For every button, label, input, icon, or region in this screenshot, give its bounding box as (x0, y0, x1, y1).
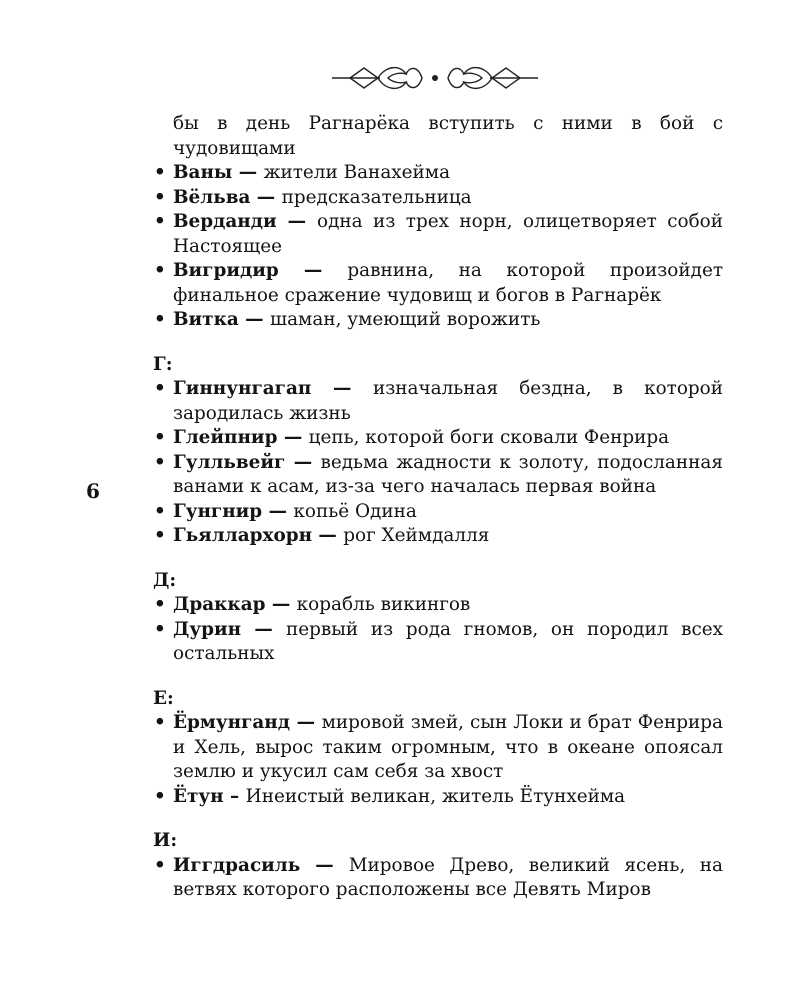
entry-definition: предсказательница (281, 186, 472, 208)
entry-definition: мировой змей, сын Локи и брат Фенрира и Хель, вырос таким огромным, что в океане опоясал землю и укусил сам себя за хвост (173, 712, 723, 782)
entry-dash: — (238, 309, 270, 330)
ornament-divider-icon (330, 60, 540, 96)
bullet-icon: • (154, 712, 166, 733)
entry-term: Витка (173, 309, 239, 330)
entry-definition: Мировое Древо, великий ясень, на ветвях которого расположены все Девять Миров (173, 854, 723, 900)
entry-dash: — (290, 712, 322, 733)
entry-term: Гунгнир (173, 500, 263, 522)
entry-term: Ёрмунганд (173, 712, 290, 733)
bullet-icon: • (154, 500, 166, 522)
entry-term: Верданди (173, 211, 277, 232)
section-title: Е: (153, 687, 174, 709)
entry-dash: — (312, 525, 344, 546)
bullet-icon: • (154, 785, 166, 807)
entry-term: Иггдрасиль (173, 854, 301, 876)
entry-term: Ваны (173, 162, 233, 183)
bullet-icon: • (154, 378, 166, 399)
entry-definition: шаман, умеющий ворожить (269, 309, 541, 330)
glossary-entry (153, 186, 723, 211)
glossary-entry (153, 618, 723, 667)
entry-dash: — (276, 211, 318, 232)
section-gap (153, 667, 723, 687)
glossary-entry (153, 500, 723, 525)
entry-definition: первый из рода гномов, он породил всех остальных (173, 618, 723, 664)
entry-term: Глейпнир (173, 427, 278, 448)
bullet-icon: • (154, 260, 166, 281)
glossary-entry (153, 259, 723, 308)
glossary-entry (153, 524, 723, 549)
section-title: Д: (153, 569, 177, 591)
entry-dash: — (265, 594, 297, 615)
entry-dash: — (241, 618, 286, 640)
continuation-text: бы в день Рагнарёка вступить с ними в бой с чудовищами (173, 113, 723, 159)
bullet-icon: • (154, 451, 166, 473)
bullet-icon: • (154, 525, 166, 546)
bullet-icon: • (154, 618, 166, 640)
glossary-entry (153, 711, 723, 785)
glossary-entry (153, 377, 723, 426)
entry-dash: – (223, 785, 246, 807)
entry-definition: ведьма жадности к золоту, подосланная ванами к асам, из-за чего началась первая война (173, 451, 723, 497)
entry-dash: — (300, 854, 349, 876)
entry-dash: — (232, 162, 264, 183)
entry-definition: корабль викингов (296, 594, 471, 615)
entry-definition: жители Ванахейма (263, 162, 451, 183)
bullet-icon: • (154, 427, 166, 448)
bullet-icon: • (154, 211, 166, 232)
entry-term: Ётун (173, 785, 224, 807)
entry-term: Гиннунгагап (173, 378, 312, 399)
entry-definition: цепь, которой боги сковали Фенрира (308, 427, 670, 448)
glossary-entry (153, 785, 723, 810)
bullet-icon: • (154, 594, 166, 615)
section-title: И: (153, 830, 178, 851)
glossary-entry (153, 161, 723, 186)
glossary-entry (153, 210, 723, 259)
entry-definition: рог Хеймдалля (343, 525, 490, 546)
bullet-icon: • (154, 309, 166, 330)
glossary-page (153, 112, 723, 903)
entry-term: Дурин (173, 618, 242, 640)
entry-term: Вигридир (173, 260, 279, 281)
section-gap (153, 809, 723, 829)
entry-term: Вёльва (173, 186, 251, 208)
glossary-entry (153, 854, 723, 903)
entry-definition: Инеистый великан, житель Ётунхейма (245, 785, 626, 807)
bullet-icon: • (154, 854, 166, 876)
entry-dash: — (250, 186, 282, 208)
entry-definition: одна из трех норн, олицетворяет собой Настоящее (173, 211, 723, 257)
page-number: 6 (86, 479, 100, 503)
entry-definition: равнина, на которой произойдет финальное сражение чудовищ и богов в Рагнарёк (173, 260, 723, 306)
entry-dash: — (285, 451, 321, 473)
entry-definition: копьё Одина (293, 500, 417, 522)
bullet-icon: • (154, 186, 166, 208)
entry-term: Гулльвейг (173, 451, 286, 473)
entry-dash: — (311, 378, 373, 399)
glossary-entry (153, 426, 723, 451)
entry-dash: — (262, 500, 294, 522)
bullet-icon: • (154, 162, 166, 183)
section-title: Г: (153, 353, 173, 375)
section-gap (153, 549, 723, 569)
glossary-entry (153, 451, 723, 500)
entry-term: Гьяллархорн (173, 525, 313, 546)
glossary-entry (153, 308, 723, 333)
glossary-entry (153, 593, 723, 618)
entry-dash: — (278, 260, 348, 281)
entry-definition: изначальная бездна, в которой зародилась жизнь (173, 378, 723, 424)
section-gap (153, 333, 723, 353)
entry-term: Драккар (173, 594, 266, 615)
entry-dash: — (277, 427, 309, 448)
